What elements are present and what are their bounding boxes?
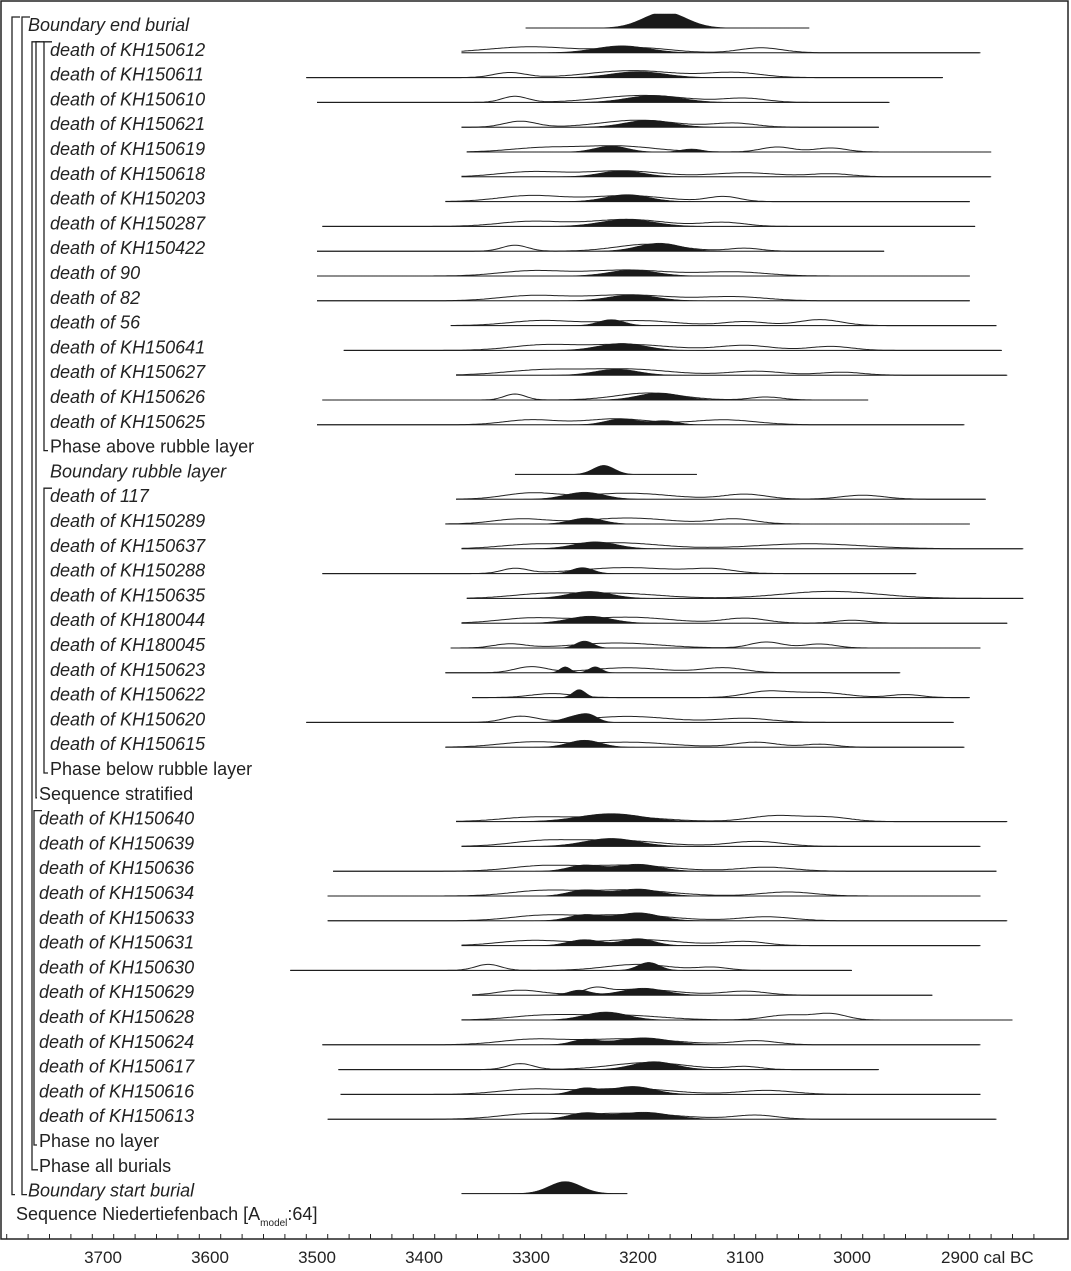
- modelled-distribution: [306, 72, 943, 78]
- row-label: death of KH150622: [50, 684, 206, 705]
- row-label: death of KH150287: [50, 213, 206, 234]
- row-death-of-kh150612: [50, 40, 980, 60]
- row-label: Phase below rubble layer: [50, 759, 253, 779]
- x-tick-label: 3700: [84, 1248, 122, 1267]
- row-label: death of KH150615: [50, 734, 206, 755]
- unmodelled-distribution: [462, 171, 991, 177]
- row-sequence-stratified: [39, 784, 193, 804]
- row-label: death of KH150611: [50, 64, 204, 85]
- row-death-of-kh150422: [50, 238, 884, 258]
- row-label: death of 117: [50, 486, 149, 507]
- x-tick-label: 3300: [512, 1248, 550, 1267]
- row-boundary-rubble-layer: [50, 461, 697, 481]
- row-death-of-kh150287: [50, 213, 975, 233]
- row-death-of-kh150628: [39, 1007, 1013, 1027]
- row-label: death of KH150631: [39, 932, 195, 953]
- row-death-of-kh150629: [39, 982, 932, 1002]
- row-death-of-kh150623: [50, 660, 900, 680]
- row-label: death of KH150619: [50, 139, 206, 159]
- unmodelled-distribution: [451, 320, 997, 326]
- row-phase-below-rubble-layer: [50, 759, 252, 779]
- modelled-distribution: [451, 641, 981, 648]
- row-label: death of KH150616: [39, 1081, 195, 1102]
- row-death-of-kh150617: [39, 1057, 879, 1077]
- modelled-distribution: [515, 465, 697, 474]
- row-death-of-kh150635: [50, 585, 1023, 605]
- x-tick-label: 3100: [726, 1248, 764, 1267]
- modelled-distribution: [328, 889, 981, 896]
- modelled-distribution: [317, 295, 970, 301]
- row-label: Boundary end burial: [28, 15, 190, 35]
- row-phase-all-burials: [39, 1156, 171, 1176]
- row-phase-no-layer: [39, 1131, 159, 1151]
- unmodelled-distribution: [317, 244, 884, 251]
- row-death-of-kh150634: [39, 883, 980, 903]
- row-label: death of 90: [50, 263, 141, 283]
- row-label: death of KH150621: [50, 114, 206, 135]
- unmodelled-distribution: [456, 493, 985, 500]
- x-tick-label: 3200: [619, 1248, 657, 1267]
- unmodelled-distribution: [445, 667, 899, 673]
- row-label: death of KH150617: [39, 1056, 195, 1077]
- unmodelled-distribution: [451, 642, 980, 648]
- modelled-distribution: [306, 714, 953, 723]
- row-death-of-kh150624: [39, 1032, 980, 1052]
- row-label: death of KH150640: [39, 808, 195, 829]
- model-label-suffix: :64]: [287, 1204, 318, 1224]
- unmodelled-distribution: [322, 393, 868, 400]
- modelled-distribution: [317, 243, 884, 251]
- modelled-distribution: [317, 95, 890, 102]
- row-label: death of KH150641: [50, 337, 206, 358]
- row-death-of-kh150631: [39, 933, 980, 953]
- row-label: death of KH150610: [50, 89, 206, 110]
- row-death-of-kh150289: [50, 511, 970, 531]
- row-label: death of KH150629: [39, 982, 195, 1003]
- row-death-of-82: [50, 288, 970, 308]
- x-tick-label: 3500: [298, 1248, 336, 1267]
- row-label: death of KH150624: [39, 1031, 195, 1052]
- row-label: death of KH150623: [50, 659, 206, 680]
- row-label: death of KH150625: [50, 411, 206, 432]
- row-label: death of KH150639: [39, 833, 195, 854]
- row-death-of-kh150636: [39, 858, 997, 878]
- row-label: death of KH150620: [50, 709, 206, 730]
- unmodelled-distribution: [462, 47, 980, 53]
- row-death-of-kh150620: [50, 709, 954, 729]
- row-boundary-start-burial: [28, 1181, 627, 1201]
- row-label: Boundary start burial: [28, 1180, 195, 1201]
- modelled-distribution: [322, 568, 916, 574]
- unmodelled-distribution: [445, 742, 963, 748]
- unmodelled-distribution: [445, 195, 969, 201]
- row-death-of-kh150627: [50, 362, 1007, 382]
- row-label: death of KH150618: [50, 163, 206, 184]
- row-death-of-kh150616: [39, 1081, 980, 1101]
- modelled-distribution: [526, 14, 810, 28]
- structure-bracket: [22, 17, 30, 1195]
- unmodelled-distribution: [462, 1013, 1012, 1020]
- row-death-of-kh150625: [50, 412, 964, 432]
- unmodelled-distribution: [462, 617, 1008, 623]
- row-death-of-kh150621: [50, 114, 879, 134]
- row-phase-above-rubble-layer: [50, 437, 254, 457]
- row-label: death of KH150633: [39, 907, 195, 928]
- row-label: death of KH150630: [39, 957, 195, 978]
- unmodelled-distribution: [462, 840, 980, 847]
- row-label: death of KH180044: [50, 610, 206, 631]
- row-death-of-kh150639: [39, 833, 980, 853]
- modelled-distribution: [462, 838, 981, 846]
- row-label: death of KH150636: [39, 858, 195, 879]
- modelled-distribution: [462, 1182, 628, 1194]
- unmodelled-distribution: [445, 518, 969, 524]
- row-label: death of 82: [50, 287, 141, 308]
- row-death-of-kh150626: [50, 387, 868, 407]
- x-tick-label: 3400: [405, 1248, 443, 1267]
- row-label: death of KH150422: [50, 238, 206, 259]
- structure-bracket: [12, 17, 20, 1195]
- row-label: death of KH180045: [50, 635, 206, 655]
- row-label: death of KH150613: [39, 1106, 195, 1127]
- row-death-of-kh150641: [50, 337, 1002, 357]
- unmodelled-distribution: [467, 146, 991, 152]
- row-label: Boundary rubble layer: [50, 461, 227, 482]
- row-label: death of KH150626: [50, 387, 206, 407]
- row-death-of-90: [50, 263, 970, 283]
- row-label: death of 56: [50, 312, 141, 333]
- unmodelled-distribution: [290, 964, 851, 970]
- unmodelled-distribution: [462, 543, 1023, 549]
- row-death-of-kh150640: [39, 809, 1007, 829]
- modelled-distribution: [322, 1038, 980, 1045]
- row-label: death of KH150203: [50, 188, 206, 209]
- row-death-of-kh150633: [39, 908, 1007, 928]
- row-death-of-kh150630: [39, 957, 852, 977]
- model-label-subscript: model: [260, 1217, 288, 1229]
- unmodelled-distribution: [472, 987, 932, 995]
- row-death-of-kh180045: [50, 635, 980, 655]
- modelled-distribution: [333, 864, 996, 871]
- row-death-of-kh150610: [50, 89, 890, 109]
- row-label: death of KH150635: [50, 585, 206, 606]
- row-death-of-kh150288: [50, 561, 916, 581]
- row-label: Phase above rubble layer: [50, 436, 255, 457]
- row-death-of-kh150615: [50, 734, 964, 754]
- row-label: death of KH150634: [39, 883, 195, 903]
- modelled-distribution: [462, 1012, 1013, 1020]
- row-death-of-kh150618: [50, 164, 991, 184]
- modelled-distribution: [328, 1112, 997, 1119]
- row-death-of-kh150613: [39, 1106, 997, 1126]
- row-death-of-56: [50, 313, 997, 333]
- row-label: Phase no layer: [39, 1131, 160, 1151]
- x-tick-label: 3600: [191, 1248, 229, 1267]
- row-label: death of KH150289: [50, 511, 206, 531]
- unmodelled-distribution: [306, 716, 952, 722]
- row-label: death of KH150628: [39, 1007, 195, 1027]
- row-label: death of KH150612: [50, 39, 206, 60]
- model-label-prefix: Sequence Niedertiefenbach [A: [16, 1204, 261, 1224]
- row-death-of-kh150622: [50, 685, 970, 705]
- row-label: death of KH150637: [50, 535, 206, 556]
- row-label: death of KH150627: [50, 362, 206, 383]
- row-death-of-kh150611: [50, 65, 943, 85]
- row-group: [28, 14, 1023, 1201]
- row-boundary-end-burial: [28, 14, 809, 35]
- structure-bracket: [36, 42, 44, 798]
- row-label: Phase all burials: [39, 1155, 172, 1176]
- modelled-distribution: [317, 270, 970, 276]
- x-tick-label: 2900 cal BC: [941, 1248, 1034, 1267]
- row-death-of-kh150637: [50, 536, 1023, 556]
- unmodelled-distribution: [472, 691, 968, 698]
- model-label: [16, 1204, 317, 1229]
- row-death-of-kh150203: [50, 189, 970, 209]
- x-tick-label: 3000: [833, 1248, 871, 1267]
- unmodelled-distribution: [322, 568, 915, 574]
- modelled-distribution: [462, 542, 1024, 549]
- row-death-of-kh150619: [50, 139, 991, 159]
- unmodelled-distribution: [456, 815, 1006, 821]
- row-death-of-117: [50, 486, 986, 506]
- row-label: Sequence stratified: [39, 783, 194, 804]
- unmodelled-distribution: [456, 369, 1006, 376]
- row-death-of-kh180044: [50, 610, 1007, 630]
- row-label: death of KH150288: [50, 560, 206, 581]
- unmodelled-distribution: [462, 940, 980, 946]
